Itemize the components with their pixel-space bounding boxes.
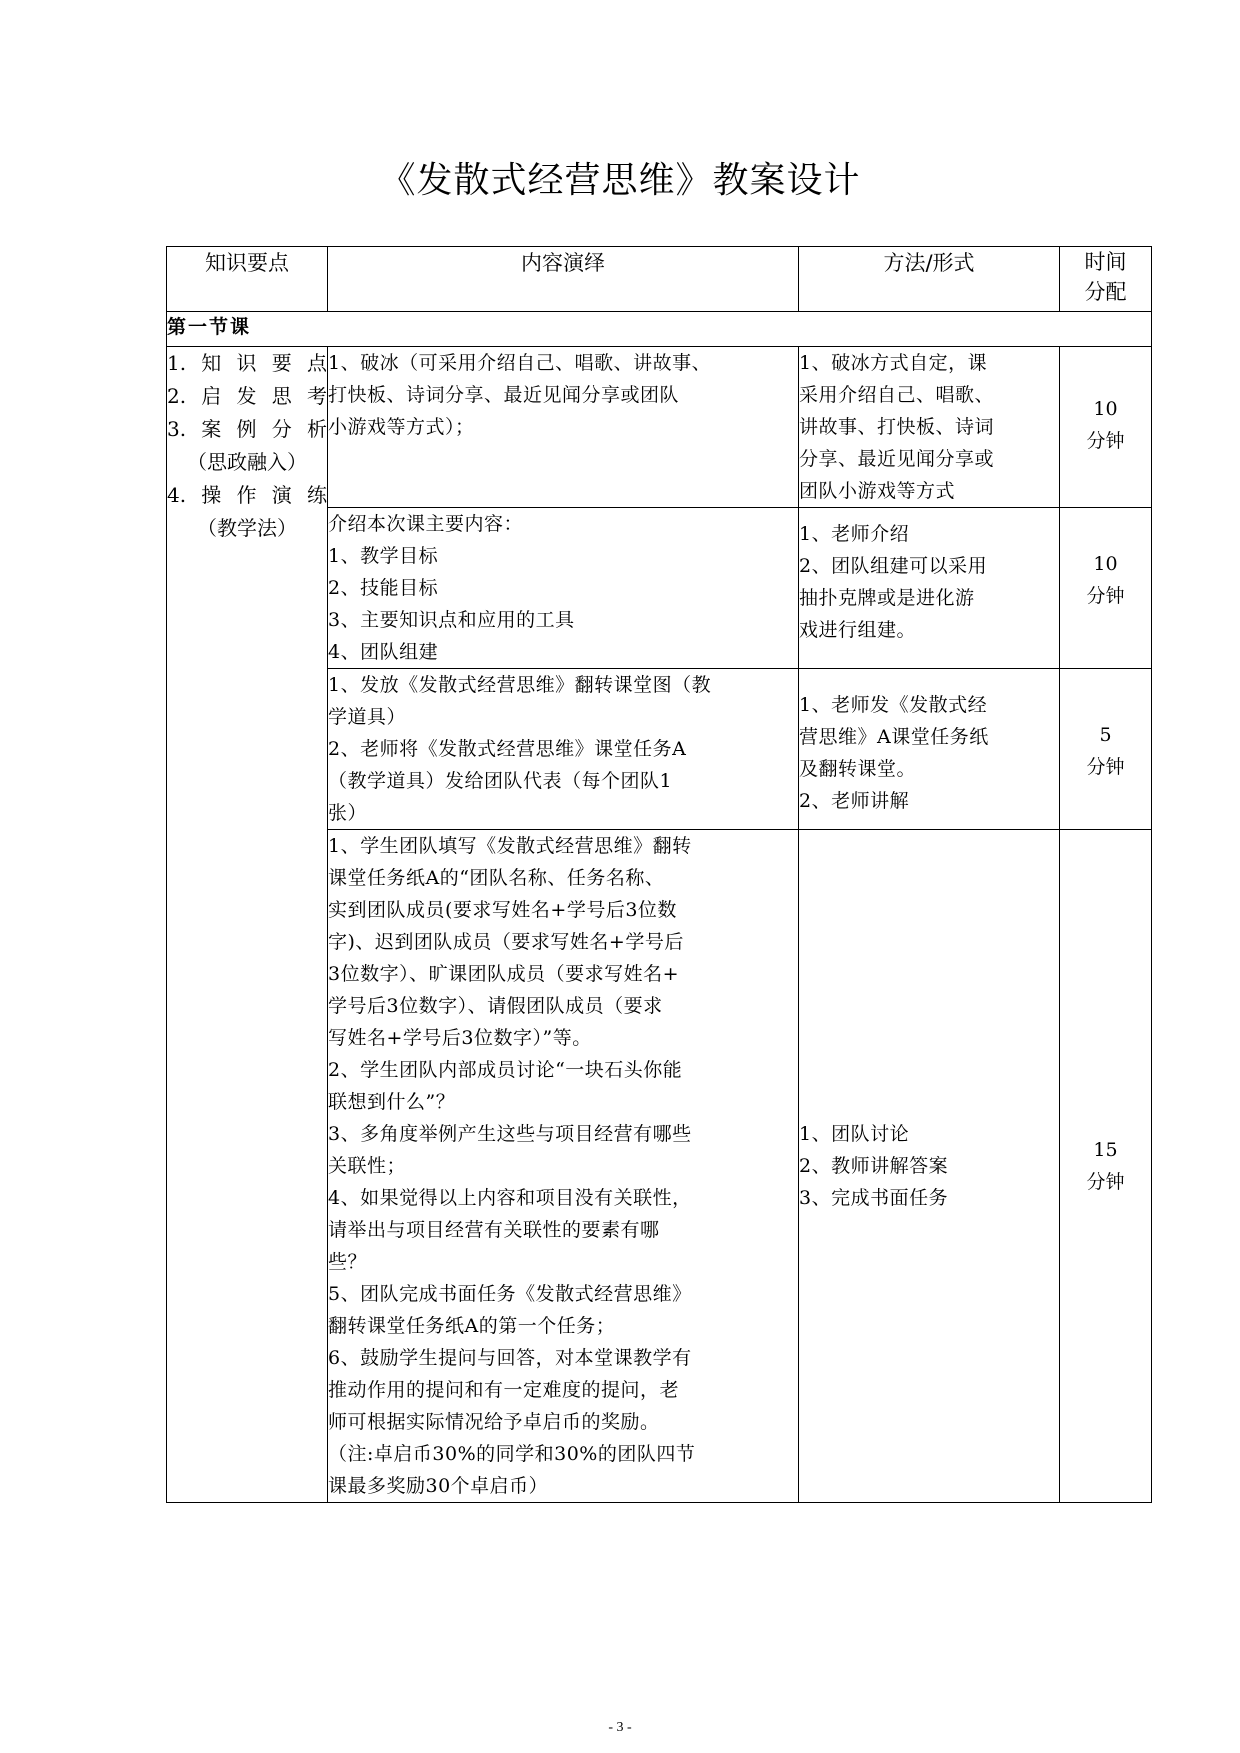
- header-time: [1060, 247, 1152, 312]
- method-line: 分享、最近见闻分享或: [799, 448, 995, 470]
- method-line: 2、团队组建可以采用: [799, 555, 988, 577]
- method-line: 1、团队讨论: [799, 1123, 910, 1145]
- header-time-line1: 时间: [1084, 250, 1127, 274]
- method-cell: [799, 669, 1060, 830]
- time-cell: [1060, 669, 1152, 830]
- table-row: [167, 347, 1152, 508]
- knowledge-line: 2.启发思考: [167, 384, 327, 408]
- content-line: 3位数字）、旷课团队成员（要求写姓名+: [328, 963, 680, 985]
- content-line: 写姓名+学号后3位数字）”等。: [328, 1027, 592, 1049]
- method-line: 2、老师讲解: [799, 790, 910, 812]
- content-line: 课最多奖励30个卓启币）: [328, 1475, 549, 1497]
- knowledge-line: （思政融入）: [187, 450, 307, 474]
- page-number: - 3 -: [608, 1720, 632, 1735]
- method-line: 3、完成书面任务: [799, 1187, 949, 1209]
- content-line: （注:卓启币30%的同学和30%的团队四节: [328, 1443, 696, 1465]
- time-unit: 分钟: [1086, 430, 1125, 452]
- content-line: 3、主要知识点和应用的工具: [328, 609, 575, 631]
- header-time-line2: 分配: [1084, 280, 1127, 304]
- method-line: 1、老师发《发散式经: [799, 694, 988, 716]
- content-line: 翻转课堂任务纸A的第一个任务；: [328, 1315, 616, 1337]
- content-line: 学道具）: [328, 706, 407, 728]
- time-unit: 分钟: [1086, 1171, 1125, 1193]
- content-line: 推动作用的提问和有一定难度的提问，老: [328, 1379, 680, 1401]
- knowledge-line: 4.操作演练: [167, 483, 327, 507]
- table-header-row: [167, 247, 1152, 312]
- content-cell: [328, 508, 799, 669]
- time-cell: [1060, 830, 1152, 1503]
- content-line: 请举出与项目经营有关联性的要素有哪: [328, 1219, 660, 1241]
- content-line: 关联性；: [328, 1155, 407, 1177]
- section-title: 第一节课: [167, 312, 1152, 347]
- content-line: 3、多角度举例产生这些与项目经营有哪些: [328, 1123, 692, 1145]
- header-content: 内容演绎: [328, 247, 799, 312]
- time-value: 5: [1099, 724, 1112, 746]
- content-line: 2、老师将《发散式经营思维》课堂任务A: [328, 738, 687, 760]
- content-line: 4、团队组建: [328, 641, 439, 663]
- time-unit: 分钟: [1086, 756, 1125, 778]
- content-cell: [328, 830, 799, 1503]
- content-line: 联想到什么”？: [328, 1091, 456, 1113]
- content-line: 2、学生团队内部成员讨论“一块石头你能: [328, 1059, 683, 1081]
- content-line: 6、鼓励学生提问与回答，对本堂课教学有: [328, 1347, 692, 1369]
- method-line: 2、教师讲解答案: [799, 1155, 949, 1177]
- content-line: 张）: [328, 802, 368, 824]
- content-line: 2、技能目标: [328, 577, 439, 599]
- method-line: 营思维》A课堂任务纸: [799, 726, 989, 748]
- lesson-plan-table: [166, 246, 1152, 1503]
- content-line: 学号后3位数字）、请假团队成员（要求: [328, 995, 663, 1017]
- content-line: 字)、迟到团队成员（要求写姓名+学号后: [328, 931, 684, 953]
- content-cell: [328, 347, 799, 508]
- content-cell: [328, 669, 799, 830]
- time-cell: [1060, 508, 1152, 669]
- content-line: 1、学生团队填写《发散式经营思维》翻转: [328, 835, 692, 857]
- section-row: [167, 312, 1152, 347]
- method-line: 团队小游戏等方式: [799, 480, 956, 502]
- method-cell: [799, 508, 1060, 669]
- method-line: 1、破冰方式自定，课: [799, 352, 988, 374]
- knowledge-line: 1.知识要点: [167, 351, 327, 375]
- content-line: （教学道具）发给团队代表（每个团队1: [328, 770, 673, 792]
- content-line: 打快板、诗词分享、最近见闻分享或团队: [328, 384, 680, 406]
- method-cell: [799, 347, 1060, 508]
- method-line: 采用介绍自己、唱歌、: [799, 384, 995, 406]
- knowledge-points-cell: [167, 347, 328, 1503]
- header-method: 方法/形式: [799, 247, 1060, 312]
- time-cell: [1060, 347, 1152, 508]
- content-line: 课堂任务纸A的“团队名称、任务名称、: [328, 867, 665, 889]
- method-line: 戏进行组建。: [799, 619, 917, 641]
- time-unit: 分钟: [1086, 585, 1125, 607]
- content-line: 实到团队成员(要求写姓名+学号后3位数: [328, 899, 677, 921]
- content-line: 1、发放《发散式经营思维》翻转课堂图（教: [328, 674, 712, 696]
- content-line: 1、教学目标: [328, 545, 439, 567]
- content-line: 介绍本次课主要内容：: [328, 513, 524, 535]
- knowledge-line: （教学法）: [197, 516, 297, 540]
- content-line: 4、如果觉得以上内容和项目没有关联性，: [328, 1187, 692, 1209]
- method-line: 讲故事、打快板、诗词: [799, 416, 995, 438]
- header-knowledge: 知识要点: [167, 247, 328, 312]
- content-line: 1、破冰（可采用介绍自己、唱歌、讲故事、: [328, 352, 712, 374]
- time-value: 15: [1093, 1139, 1118, 1161]
- knowledge-line: 3.案例分析: [167, 417, 327, 441]
- content-line: 师可根据实际情况给予卓启币的奖励。: [328, 1411, 660, 1433]
- document-title: 《发散式经营思维》教案设计: [379, 160, 861, 201]
- content-line: 5、团队完成书面任务《发散式经营思维》: [328, 1283, 692, 1305]
- content-line: 些？: [328, 1251, 368, 1273]
- time-value: 10: [1093, 398, 1118, 420]
- method-line: 及翻转课堂。: [799, 758, 917, 780]
- content-line: 小游戏等方式）；: [328, 416, 475, 438]
- method-line: 1、老师介绍: [799, 523, 910, 545]
- method-cell: [799, 830, 1060, 1503]
- method-line: 抽扑克牌或是进化游: [799, 587, 975, 609]
- time-value: 10: [1093, 553, 1118, 575]
